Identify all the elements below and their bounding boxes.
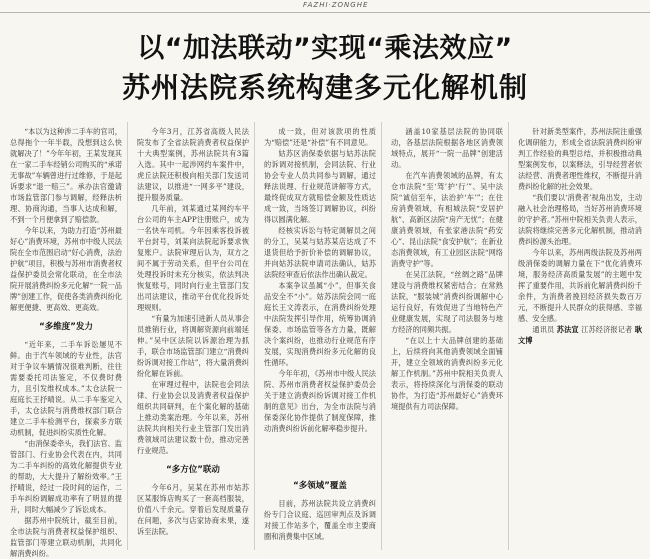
paragraph: “我们要以‘消费者’视角出发，主动融入社会治理格局，当好苏州消费环境的守护者。”苏州中院相关负责人表示，法院将继续完善多元化解机制，推动消费纠纷源头治理。 [518, 193, 642, 246]
article-column-2 [137, 126, 249, 550]
paragraph: “近年来，二手车诉讼屡见不鲜。由于汽车领域的专业性，法官对于争议车辆情况很难判断，往往需要委托司法鉴定，不仅费时费力，且引发维权成本。”太仓法院一庭庭长王抒晴说。从二手车鉴定入手，太仓法院与消费维权部门联合建立二手车检测平台，探索多方联动机制，促进纠纷实质性化解。 [10, 340, 122, 437]
paragraph: 据苏州中院统计，截至目前，全市法院与消费者权益保护组织、监管部门等建立联动机制，共同化解消费纠纷。 [10, 516, 122, 558]
paragraph: 目前，苏州法院共设立消费纠纷专门合议庭、巡回审判点及诉调对接工作站多个，覆盖全市主要商圈和消费集中区域。 [264, 499, 376, 541]
article-body [0, 118, 650, 558]
article-column-3 [264, 126, 376, 476]
paragraph: 成一致，但对该款项的性质为“赔偿”还是“补偿”有不同意见。 [264, 127, 376, 147]
paragraph: 涵盖10家基层法院的协同联动，各基层法院根据各地区消费领域特点，展开“一院一品牌”创建活动。 [391, 127, 503, 169]
paragraph: 在审理过程中，法院也会同法律、行业协会以及消费者权益保护组织共同研判，在个案化解的基础上推动类案治理。今年以来，苏州法院共向相关行业主管部门发出消费领域司法建议数十份，推动完善行业规范。 [137, 380, 249, 455]
byline-org: 江苏经济报记者 [581, 325, 633, 334]
headline-line-1: 以“加法联动”实现“乘法效应” [137, 33, 513, 64]
paragraph: 在吴江法院，“丝绸之路”品牌建设与消费维权紧密结合；在常熟法院，“服装城”消费纠纷调解中心运行良好，有效促进了当地特色产业健康发展，实现了司法服务与地方经济的同频共振。 [391, 270, 503, 334]
paragraph: “在以上十大品牌创建的基础上，后续将向其他消费领域全面铺开，建立全领域的消费纠纷多元化解工作机制。”苏州中院相关负责人表示，将持续深化与消保委的联动协作，为打造“苏州最好心”消费环境提供有力司法保障。 [391, 336, 503, 411]
paragraph: 今年3月，江苏省高级人民法院发布了全省法院消费者权益保护十大典型案例，苏州法院共有3篇入选。其中一起涉网约车案件中，虎丘法院还积极向相关部门发送司法建议，以推进“一网多平”建设，提升服务质量。 [137, 127, 249, 202]
paragraph: 针对新类型案件，苏州法院注重强化调研能力，形成全省法院消费纠纷审判工作经验的典型总结，并积极推动典型案例发布，以案释法，引导经营者依法经营、消费者理性维权，不断提升消费纠纷化解的社会效果。 [518, 127, 642, 191]
paragraph: 今年年初，《苏州市中级人民法院、苏州市消费者权益保护委员会关于建立消费纠纷诉调对接工作机制的意见》出台，为全市法院与消保委深化协作提供了制度保障，推动消费纠纷诉前化解率稳步提升。 [264, 369, 376, 433]
paragraph: “由消保委牵头，我们法官、监管部门、行业协会代表在内，共同为二手车纠纷的高效化解提供专业的帮助，大大提升了解纷效率。”王抒晴说，经过一段时间的运作，二手车纠纷调解成功率有了明显的提升，同时大幅减少了诉讼成本。 [10, 439, 122, 514]
paragraph: 本案争议虽属“小”，但事关食品安全不“小”。姑苏法院会同一庭庭长王文涛表示，在消费纠纷处理中法院发挥引导作用，统筹协调消保委、市场监管等各方力量，既解决个案纠纷，也推动行业规范有序发展，实现消费纠纷多元化解的良性循环。 [264, 281, 376, 367]
paragraph: 今年以来，苏州两级法院及苏州两级消保委的调解力量在下“优化消费环境，服务经济高质量发展”的主题中发挥了重要作用，共诉前化解消费纠纷千余件，为消费者挽回经济损失数百万元，不断提升人民群众的获得感、幸福感、安全感。 [518, 248, 642, 323]
subheading-multifield: “多领域”覆盖 [293, 481, 347, 491]
byline-label: 通讯员 [532, 325, 555, 334]
subheading-multidimensional: “多维度”发力 [39, 322, 93, 332]
column-divider [381, 122, 382, 550]
headline-line-2: 苏州法院系统构建多元化解机制 [121, 71, 528, 104]
paragraph: 几年前，刘某通过某网约车平台公司的车主APP注册账户，成为一名快车司机。今年因乘客投诉被平台封号，刘某向法院起诉要求恢复账户。法院审理后认为，双方之间不属于劳动关系，但平台公司在处理投诉时未充分核实，依法判决恢复账号，同时向行业主管部门发出司法建议，推动平台优化投诉处理规则。 [137, 204, 249, 312]
byline-names: 苏法宣 [556, 325, 579, 334]
paragraph: 在汽车消费领域的品牌，有太仓市法院“至‘驾’护‘行’”、吴中法院“诚信至车，法治护‘车’”；在住房消费领域，有相城法院“安居护航”、高新区法院“房产无忧”；在健康消费领域，有张家港法院“药安心”、昆山法院“食安护航”；在新业态消费领域，有工业园区法院“网络消费守护”等。 [391, 171, 503, 268]
byline [518, 324, 642, 346]
header-divider [0, 12, 650, 13]
paragraph: 姑苏区消保委依据与姑苏法院的诉调对接机制，会同法院、行业协会专业人员共同参与调解，通过释法说理、行业规范讲解等方式，最终促成双方就赔偿金额及性质达成一致，当场签订调解协议，纠纷得以圆满化解。 [264, 149, 376, 224]
page-header [0, 0, 650, 16]
article-column-4 [391, 126, 503, 550]
column-divider [127, 122, 128, 550]
subheading-multidirectional: “多方位”联动 [166, 465, 220, 475]
section-label: FAZHI·ZONGHE [303, 1, 369, 9]
paragraph: 经核实诉讼与特定调解员之间的分工，吴某与姑苏某店达成了不退货但给予折价补偿的调解协议，并向姑苏法院申请司法确认，姑苏法院经审查后依法作出确认裁定。 [264, 226, 376, 279]
article-column-3-tail [264, 498, 376, 550]
article-column-5 [518, 126, 642, 550]
paragraph: “有量为加速引进新人员从事会员推销行业，将调解资源向前端延伸。”吴中区法院以诉源治理为抓手，联合市场监管部门建立“消费纠纷诉调对接工作站”，将大量消费纠纷化解在诉前。 [137, 314, 249, 378]
paragraph: 今年6月，吴某在苏州市姑苏区某服饰店购买了一套高档服装，价值八千余元。穿着后发现质量存在问题，多次与店家协商未果，遂诉至法院。 [137, 483, 249, 536]
paragraph: “本以为这种涉二手车的官司，总得拖个一年半载，没想到这么快就解决了！”今年年初，王某发现其在一家二手车经销公司购买的“承诺无事故”车辆曾进行过维修，于是起诉要求“退一赔三”。承办法官邀请市场监管部门参与调解，经释法析理、协商沟通，当事人达成和解，不到一个月便拿到了赔偿款。 [10, 127, 122, 224]
subheading-wrapper [261, 480, 379, 492]
column-divider [254, 122, 255, 550]
paragraph: 今年以来，为助力打造“苏州最好心”消费环境，苏州市中级人民法院在全市范围启动“好心消费，法治护航”项目，积极与苏州市消费者权益保护委员会常化联动，在全市法院开展消费纠纷多元化解“一院一品牌”创建工作，促使各类消费纠纷化解更便捷、更高效、更高效。 [10, 226, 122, 312]
byline-reporter: 耿文博 [518, 325, 642, 345]
column-divider [508, 122, 509, 550]
article-column-1 [10, 126, 122, 558]
